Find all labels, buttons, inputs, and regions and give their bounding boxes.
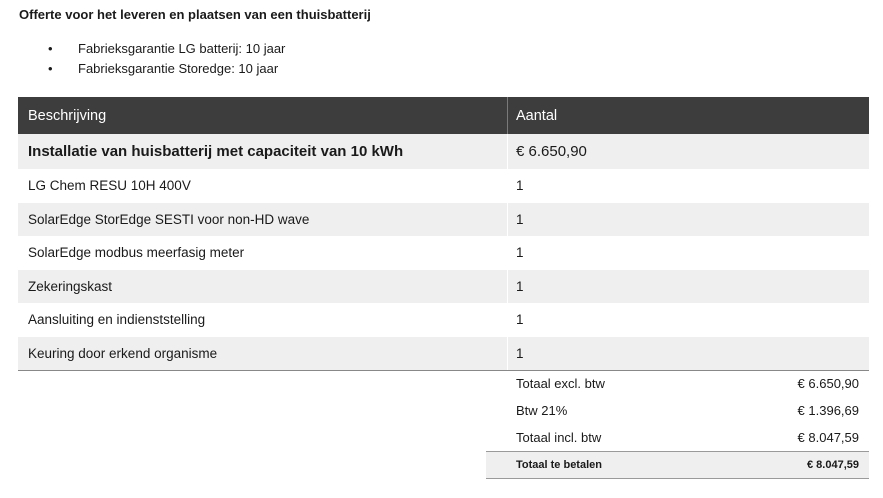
row-value: 1 bbox=[516, 211, 524, 227]
list-item-text: Fabrieksgarantie LG batterij: 10 jaar bbox=[78, 41, 286, 56]
header-quantity: Aantal bbox=[516, 107, 558, 124]
table-row bbox=[18, 270, 869, 304]
list-item-text: Fabrieksgarantie Storedge: 10 jaar bbox=[78, 61, 279, 76]
total-label: Btw 21% bbox=[516, 403, 568, 418]
row-value: 1 bbox=[516, 312, 524, 328]
row-description: Aansluiting en indienststelling bbox=[28, 312, 206, 328]
bullet-icon: • bbox=[48, 61, 53, 76]
table-row bbox=[18, 203, 869, 237]
row-value: 1 bbox=[516, 178, 524, 194]
table-row bbox=[18, 236, 869, 270]
row-value: 1 bbox=[516, 345, 524, 361]
row-value: 1 bbox=[516, 278, 524, 294]
total-label: Totaal incl. btw bbox=[516, 430, 602, 445]
table-header bbox=[18, 97, 869, 134]
table-row bbox=[18, 337, 869, 372]
row-description: LG Chem RESU 10H 400V bbox=[28, 178, 191, 194]
total-row-vat bbox=[486, 397, 869, 424]
final-total-value: € 8.047,59 bbox=[807, 459, 859, 471]
row-description: SolarEdge StorEdge SESTI voor non-HD wave bbox=[18, 203, 508, 237]
total-value: € 8.047,59 bbox=[797, 430, 859, 445]
total-label: Totaal excl. btw bbox=[516, 376, 605, 391]
total-row-excl bbox=[486, 370, 869, 397]
row-description: Keuring door erkend organisme bbox=[18, 337, 508, 371]
row-value: 1 bbox=[516, 245, 524, 261]
total-value: € 1.396,69 bbox=[797, 403, 859, 418]
quote-table bbox=[18, 97, 869, 371]
document-title: Offerte voor het leveren en plaatsen van een thuisbatterij bbox=[19, 7, 371, 22]
total-row-final bbox=[486, 451, 869, 479]
totals-block bbox=[486, 370, 869, 479]
row-description: SolarEdge modbus meerfasig meter bbox=[28, 245, 245, 261]
row-description: Zekeringskast bbox=[18, 270, 508, 304]
table-row-main bbox=[18, 134, 869, 169]
final-total-label: Totaal te betalen bbox=[516, 459, 602, 471]
total-row-incl bbox=[486, 424, 869, 451]
total-value: € 6.650,90 bbox=[797, 376, 859, 391]
main-description: Installatie van huisbatterij met capaciteit van 10 kWh bbox=[18, 134, 508, 169]
main-value: € 6.650,90 bbox=[516, 143, 587, 160]
header-description: Beschrijving bbox=[18, 97, 508, 134]
bullet-icon: • bbox=[48, 41, 53, 56]
table-row bbox=[18, 303, 869, 337]
table-row bbox=[18, 169, 869, 203]
